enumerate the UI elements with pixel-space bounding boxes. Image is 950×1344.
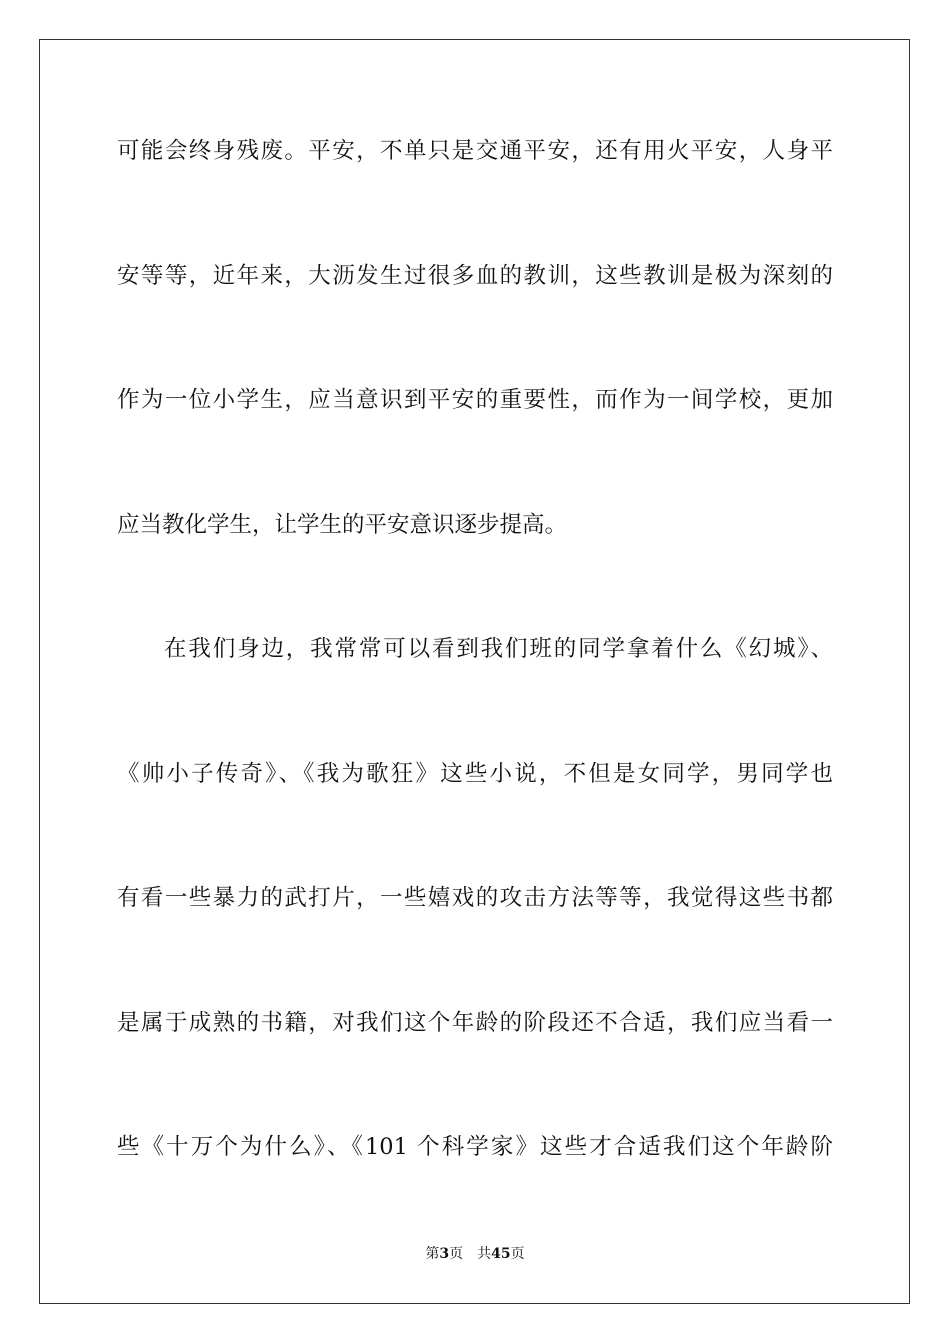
- text-line-9: 些《十万个为什么》、《101 个科学家》这些才合适我们这个年龄阶: [117, 1134, 833, 1160]
- total-pages: 45: [491, 1246, 511, 1262]
- text-line-3: 作为一位小学生，应当意识到平安的重要性，而作为一间学校，更加: [117, 387, 833, 413]
- page-number: 3: [439, 1246, 450, 1262]
- text-line-2: 安等等，近年来，大沥发生过很多血的教训，这些教训是极为深刻的: [117, 263, 833, 289]
- page-border: [39, 39, 910, 1304]
- text-line-8: 是属于成熟的书籍，对我们这个年龄的阶段还不合适，我们应当看一: [117, 1010, 833, 1036]
- text-line-6: 《帅小子传奇》、《我为歌狂》这些小说，不但是女同学，男同学也: [117, 761, 833, 787]
- page-suffix: 页: [449, 1246, 464, 1262]
- text-line-5: 在我们身边，我常常可以看到我们班的同学拿着什么《幻城》、: [164, 636, 833, 662]
- page-footer: [0, 1244, 950, 1264]
- text-line-4: 应当教化学生，让学生的平安意识逐步提高。: [117, 512, 568, 538]
- total-suffix: 页: [510, 1246, 525, 1262]
- total-prefix: 共: [477, 1246, 492, 1262]
- text-line-7: 有看一些暴力的武打片，一些嬉戏的攻击方法等等，我觉得这些书都: [117, 885, 833, 911]
- page-prefix: 第: [425, 1246, 440, 1262]
- text-line-1: 可能会终身残废。平安，不单只是交通平安，还有用火平安，人身平: [117, 138, 833, 164]
